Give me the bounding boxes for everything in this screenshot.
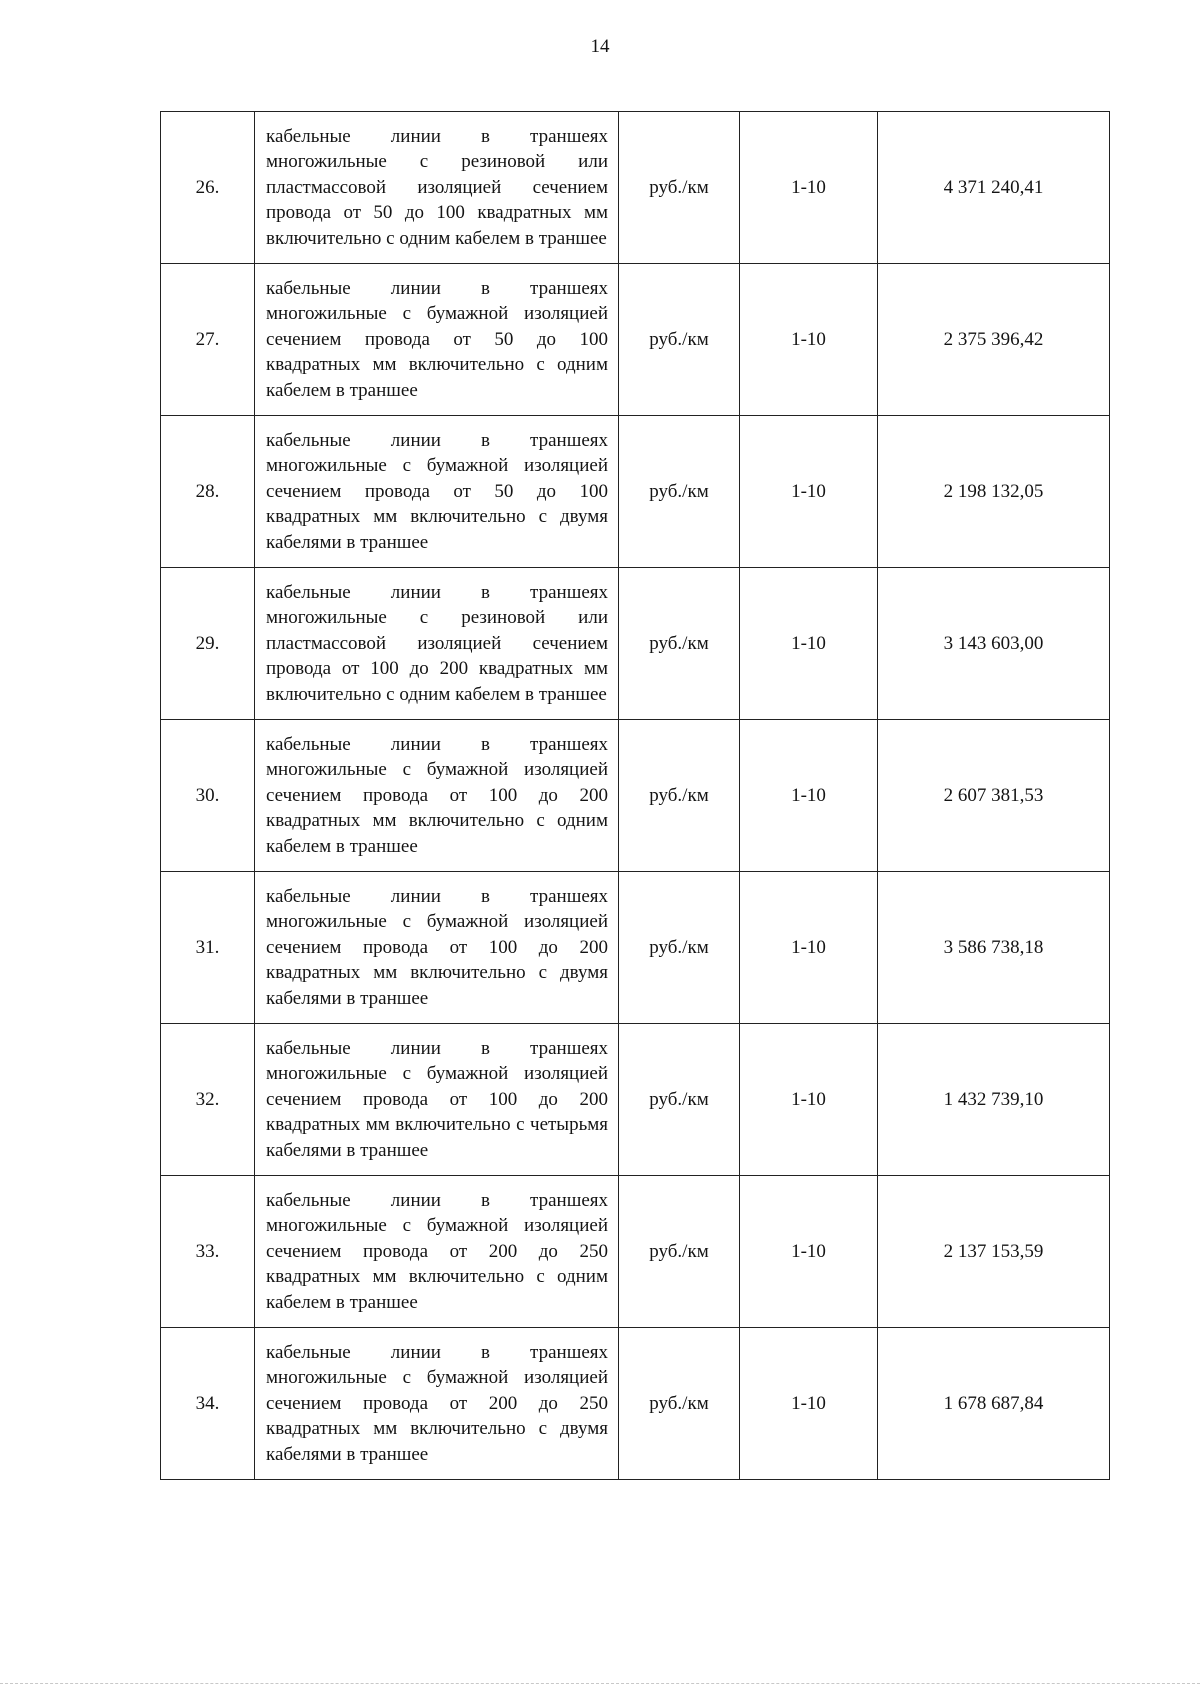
row-unit: руб./км (619, 416, 740, 568)
row-price: 4 371 240,41 (878, 112, 1110, 264)
row-voltage: 1-10 (740, 720, 878, 872)
row-voltage: 1-10 (740, 1024, 878, 1176)
row-price: 2 375 396,42 (878, 264, 1110, 416)
table-row (161, 720, 1110, 872)
table-row (161, 1024, 1110, 1176)
table-row (161, 568, 1110, 720)
row-number: 29. (161, 568, 255, 720)
row-price: 1 432 739,10 (878, 1024, 1110, 1176)
row-price: 3 143 603,00 (878, 568, 1110, 720)
table-row (161, 416, 1110, 568)
row-description: кабельные линии в траншеях многожильные с бумажной изоляцией сечением провода от 200 до 250 квадратных мм включительно с двумя кабелями в траншее (255, 1328, 619, 1480)
row-voltage: 1-10 (740, 264, 878, 416)
page-number: 14 (590, 36, 610, 57)
row-price: 2 607 381,53 (878, 720, 1110, 872)
row-number: 28. (161, 416, 255, 568)
row-voltage: 1-10 (740, 1176, 878, 1328)
row-number: 27. (161, 264, 255, 416)
row-price: 2 137 153,59 (878, 1176, 1110, 1328)
row-voltage: 1-10 (740, 112, 878, 264)
row-number: 33. (161, 1176, 255, 1328)
row-unit: руб./км (619, 568, 740, 720)
row-description: кабельные линии в траншеях многожильные с бумажной изоляцией сечением провода от 100 до 200 квадратных мм включительно с двумя кабелями в траншее (255, 872, 619, 1024)
row-price: 2 198 132,05 (878, 416, 1110, 568)
row-number: 26. (161, 112, 255, 264)
rates-table-body (161, 112, 1110, 1480)
row-number: 30. (161, 720, 255, 872)
row-unit: руб./км (619, 1176, 740, 1328)
row-unit: руб./км (619, 1328, 740, 1480)
row-unit: руб./км (619, 1024, 740, 1176)
row-unit: руб./км (619, 872, 740, 1024)
row-voltage: 1-10 (740, 1328, 878, 1480)
row-description: кабельные линии в траншеях многожильные с бумажной изоляцией сечением провода от 100 до 200 квадратных мм включительно с четырьмя кабелями в траншее (255, 1024, 619, 1176)
table-row (161, 1328, 1110, 1480)
row-description: кабельные линии в траншеях многожильные с резиновой или пластмассовой изоляцией сечением провода от 50 до 100 квадратных мм включительно с одним кабелем в траншее (255, 112, 619, 264)
row-voltage: 1-10 (740, 416, 878, 568)
row-unit: руб./км (619, 112, 740, 264)
table-row (161, 264, 1110, 416)
row-price: 1 678 687,84 (878, 1328, 1110, 1480)
row-number: 32. (161, 1024, 255, 1176)
row-description: кабельные линии в траншеях многожильные с бумажной изоляцией сечением провода от 200 до 250 квадратных мм включительно с одним кабелем в траншее (255, 1176, 619, 1328)
row-voltage: 1-10 (740, 568, 878, 720)
scan-edge-divider (0, 1683, 1200, 1684)
row-unit: руб./км (619, 720, 740, 872)
row-voltage: 1-10 (740, 872, 878, 1024)
table-row (161, 1176, 1110, 1328)
table-row (161, 112, 1110, 264)
row-unit: руб./км (619, 264, 740, 416)
row-number: 31. (161, 872, 255, 1024)
row-description: кабельные линии в траншеях многожильные с бумажной изоляцией сечением провода от 50 до 100 квадратных мм включительно с двумя кабелями в траншее (255, 416, 619, 568)
row-description: кабельные линии в траншеях многожильные с бумажной изоляцией сечением провода от 100 до 200 квадратных мм включительно с одним кабелем в траншее (255, 720, 619, 872)
row-number: 34. (161, 1328, 255, 1480)
table-row (161, 872, 1110, 1024)
row-price: 3 586 738,18 (878, 872, 1110, 1024)
rates-table (160, 111, 1110, 1480)
row-description: кабельные линии в траншеях многожильные с бумажной изоляцией сечением провода от 50 до 100 квадратных мм включительно с одним кабелем в траншее (255, 264, 619, 416)
row-description: кабельные линии в траншеях многожильные с резиновой или пластмассовой изоляцией сечением провода от 100 до 200 квадратных мм включительно с одним кабелем в траншее (255, 568, 619, 720)
